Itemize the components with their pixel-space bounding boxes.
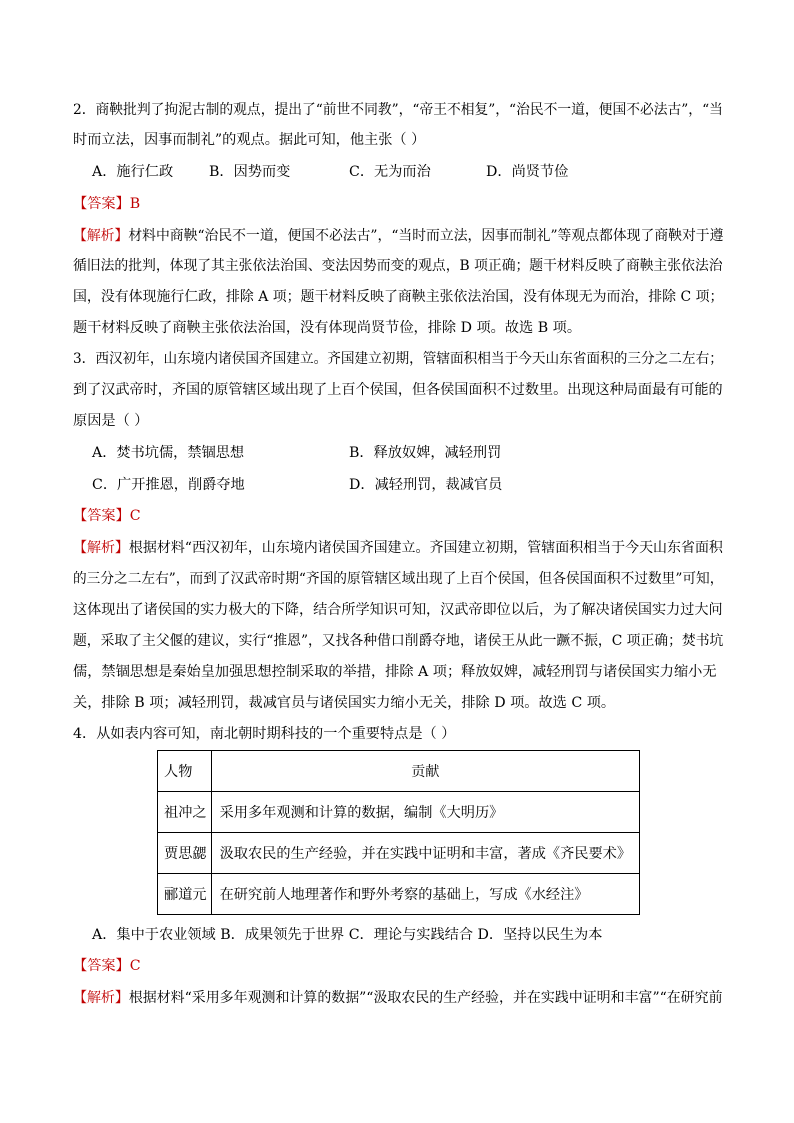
q3-stem-line-3: 原因是（ ）	[73, 413, 149, 429]
q3-answer	[73, 506, 141, 526]
answer-tag: 【答案】	[73, 196, 130, 212]
answer-value: C	[129, 508, 141, 524]
analysis-tag: 【解析】	[73, 228, 129, 244]
q4-options: A．集中于农业领域 B．成果领先于世界 C．理论与实践结合 D．坚持以民生为本	[92, 927, 603, 943]
q4-answer	[73, 956, 141, 976]
q3-option-b: B．释放奴婢，减轻刑罚	[349, 445, 502, 461]
table-header-person: 人物	[158, 751, 212, 792]
q2-option-b: B．因势而变	[209, 164, 291, 180]
q3-option-c: C．广开推恩，削爵夺地	[92, 477, 245, 493]
table-row	[158, 874, 640, 915]
table-cell-person: 贾思勰	[158, 833, 212, 874]
table-cell-contribution: 采用多年观测和计算的数据，编制《大明历》	[211, 792, 639, 833]
table-cell-contribution: 在研究前人地理著作和野外考察的基础上，写成《水经注》	[211, 874, 639, 915]
analysis-tag: 【解析】	[73, 540, 129, 556]
q2-analysis-line-4: 题干材料反映了商鞅主张依法治国，没有体现尚贤节俭，排除 D 项。故选 B 项。	[73, 320, 582, 336]
q3-analysis-line-4: 题，采取了主父偃的建议，实行“推恩”，又找各种借口削爵夺地，诸侯王从此一蹶不振，C 项正确；焚书坑	[73, 633, 724, 649]
answer-tag: 【答案】	[73, 958, 130, 974]
table-row	[158, 833, 640, 874]
q3-analysis-line-5: 儒，禁锢思想是秦始皇加强思想控制采取的举措，排除 A 项；释放奴婢，减轻刑罚与诸侯国实力缩小无	[73, 664, 717, 680]
q2-stem-line-2: 时而立法，因事而制礼”的观点。据此可知，他主张（ ）	[73, 132, 426, 148]
table-row	[158, 792, 640, 833]
q3-analysis-line-3: 这体现出了诸侯国的实力极大的下降，结合所学知识可知，汉武帝即位以后，为了解决诸侯国实力过大问	[73, 602, 723, 618]
q2-stem-line-1: 2．商鞅批判了拘泥古制的观点，提出了“前世不同教”，“帝王不相复”，“治民不一道，便国不必法古”，“当	[73, 102, 723, 118]
answer-value: C	[129, 958, 141, 974]
table-header-row	[158, 751, 640, 792]
table-cell-person: 祖冲之	[158, 792, 212, 833]
table-header-contribution: 贡献	[211, 751, 639, 792]
q3-stem-line-2: 到了汉武帝时，齐国的原管辖区域出现了上百个侯国，但各侯国面积不过数里。出现这种局面最有可能的	[73, 382, 723, 398]
q3-analysis-line-6: 关，排除 B 项；减轻刑罚，裁减官员与诸侯国实力缩小无关，排除 D 项。故选 C 项。	[73, 695, 616, 711]
q4-table	[157, 750, 640, 915]
q2-analysis-line-3: 国，没有体现施行仁政，排除 A 项；题干材料反映了商鞅主张依法治国，没有体现无为而治，排除 C 项；	[73, 289, 724, 305]
q3-analysis-line-1	[73, 538, 723, 558]
q2-option-c: C．无为而治	[349, 164, 431, 180]
answer-tag: 【答案】	[73, 508, 130, 524]
q2-answer	[73, 194, 140, 214]
q3-stem-line-1: 3．西汉初年，山东境内诸侯国齐国建立。齐国建立初期，管辖面积相当于今天山东省面积的三分之二左右；	[73, 351, 723, 367]
table-cell-contribution: 汲取农民的生产经验，并在实践中证明和丰富，著成《齐民要术》	[211, 833, 639, 874]
q2-option-a: A．施行仁政	[92, 164, 174, 180]
q2-analysis-line-1	[73, 226, 723, 246]
analysis-text: 根据材料“采用多年观测和计算的数据”“汲取农民的生产经验，并在实践中证明和丰富”“在研究前	[128, 990, 723, 1006]
q3-option-a: A．焚书坑儒，禁锢思想	[92, 445, 245, 461]
q2-analysis-line-2: 循旧法的批判，体现了其主张依法治国、变法因势而变的观点，B 项正确；题干材料反映了商鞅主张依法治	[73, 258, 723, 274]
table-cell-person: 郦道元	[158, 874, 212, 915]
analysis-text: 根据材料“西汉初年，山东境内诸侯国齐国建立。齐国建立初期，管辖面积相当于今天山东省面积	[128, 540, 723, 556]
q3-option-d: D．减轻刑罚，裁减官员	[349, 477, 503, 493]
analysis-text: 材料中商鞅“治民不一道，便国不必法古”，“当时而立法，因事而制礼”等观点都体现了商鞅对于遵	[128, 228, 724, 244]
analysis-tag: 【解析】	[73, 990, 129, 1006]
answer-value: B	[129, 196, 141, 212]
q4-analysis-line-1	[73, 988, 723, 1008]
q2-option-d: D．尚贤节俭	[486, 164, 569, 180]
q4-stem-line-1: 4．从如表内容可知，南北朝时期科技的一个重要特点是（ ）	[73, 726, 456, 742]
q3-analysis-line-2: 的三分之二左右”，而到了汉武帝时期“齐国的原管辖区域出现了上百个侯国，但各侯国面积不过数里”可知，	[73, 571, 724, 587]
